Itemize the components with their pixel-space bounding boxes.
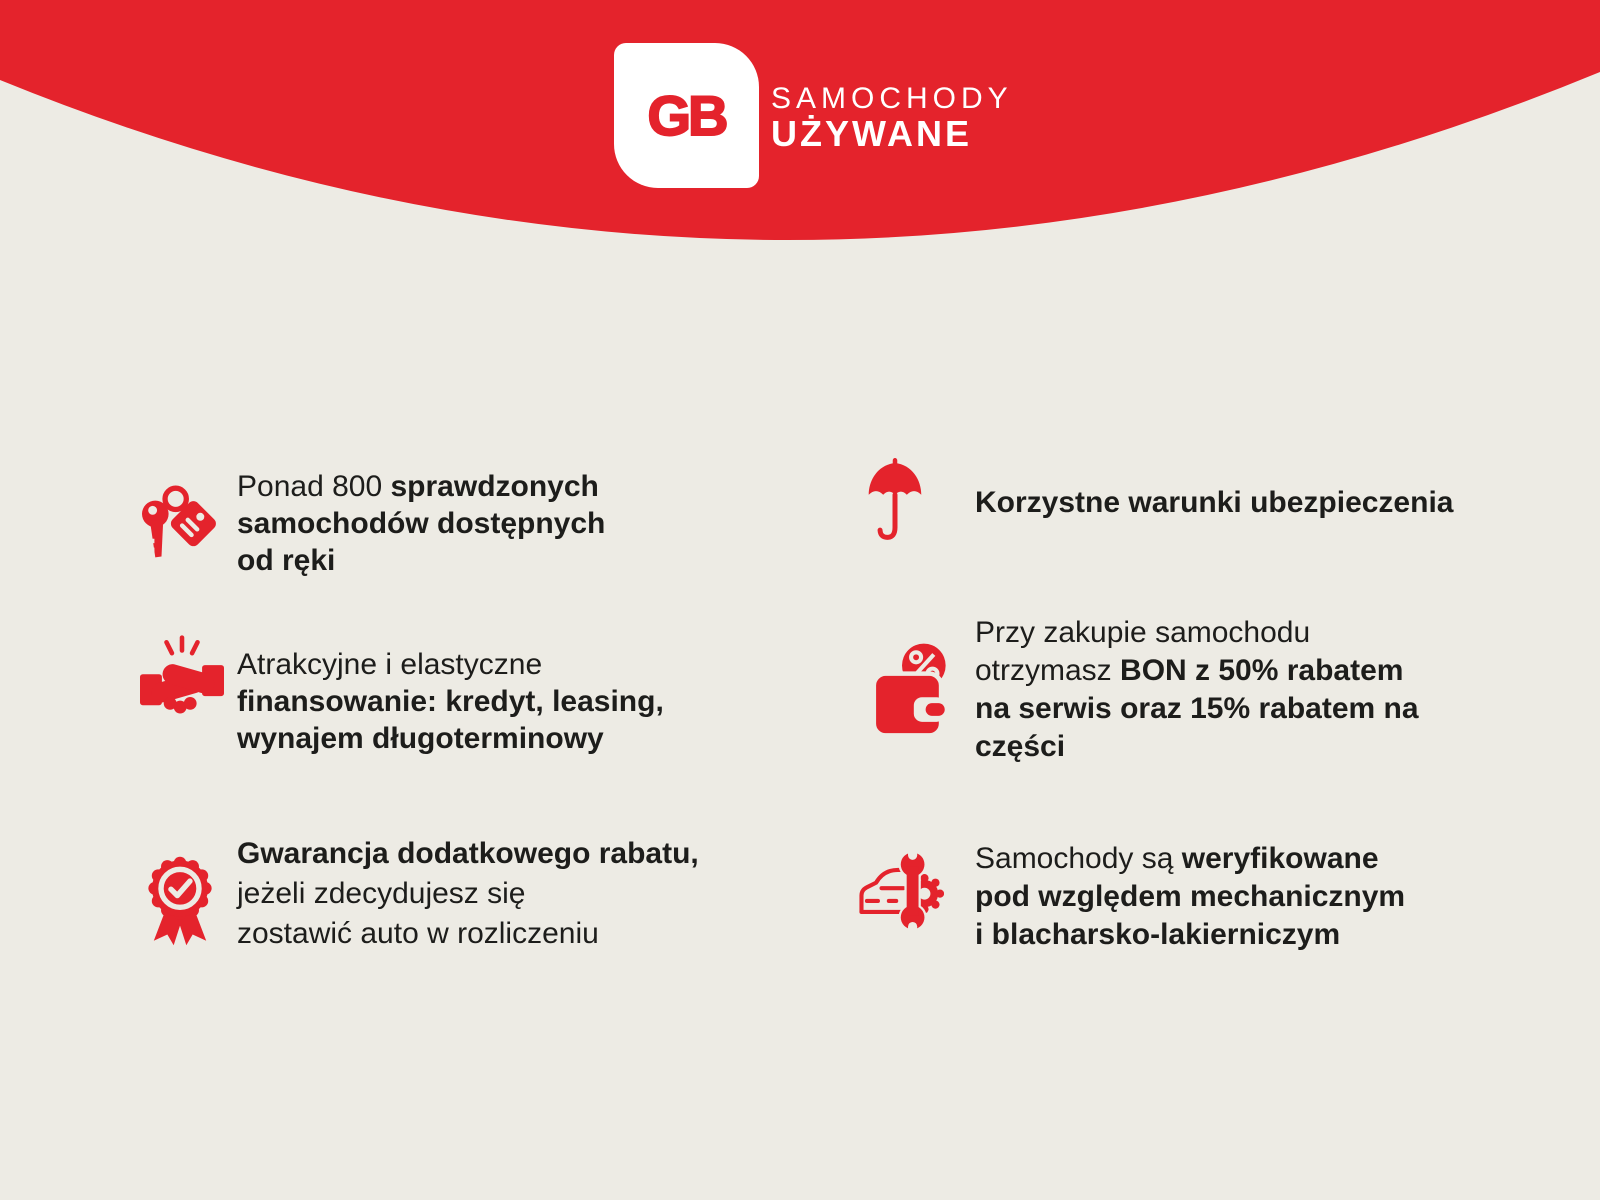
umbrella-icon [866,458,924,546]
feature-line: pod względem mechanicznym [975,880,1406,913]
feature-line: Przy zakupie samochodu [975,616,1311,649]
feature-line: samochodów dostępnych [237,507,606,540]
brand-logo: GB [647,84,726,147]
brand-title-line2: UŻYWANE [771,113,972,154]
feature-line: otrzymasz BON z 50% rabatem [975,654,1404,687]
feature-text-insurance [975,484,1453,522]
brand-title-line1: SAMOCHODY [771,82,1013,115]
feature-line: wynajem długoterminowy [237,722,604,755]
car-service-icon [852,848,944,932]
feature-line: zostawić auto w rozliczeniu [237,917,599,950]
feature-line: na serwis oraz 15% rabatem na [975,692,1419,725]
feature-line: finansowanie: kredyt, leasing, [237,685,664,718]
feature-line: jeżeli zdecydujesz się [237,877,526,910]
handshake-icon [140,634,224,729]
key-tag-icon [140,482,222,560]
feature-line: Ponad 800 sprawdzonych [237,470,599,503]
feature-text-guarantee [237,834,699,954]
brand-title [771,84,1013,152]
feature-text-financing [237,646,664,757]
award-badge-icon [142,854,218,948]
feature-line: Gwarancja dodatkowego rabatu, [237,837,699,870]
feature-line: od ręki [237,544,336,577]
feature-line: Atrakcyjne i elastyczne [237,648,543,681]
feature-text-verification [975,840,1405,954]
wallet-discount-icon [872,640,952,740]
feature-line: części [975,730,1066,763]
brand-logo-box [614,43,759,188]
feature-text-inventory [237,468,605,579]
feature-line: i blacharsko-lakierniczym [975,918,1341,951]
feature-line: Korzystne warunki ubezpieczenia [975,486,1454,519]
feature-line: Samochody są weryfikowane [975,842,1379,875]
feature-text-voucher [975,614,1419,766]
